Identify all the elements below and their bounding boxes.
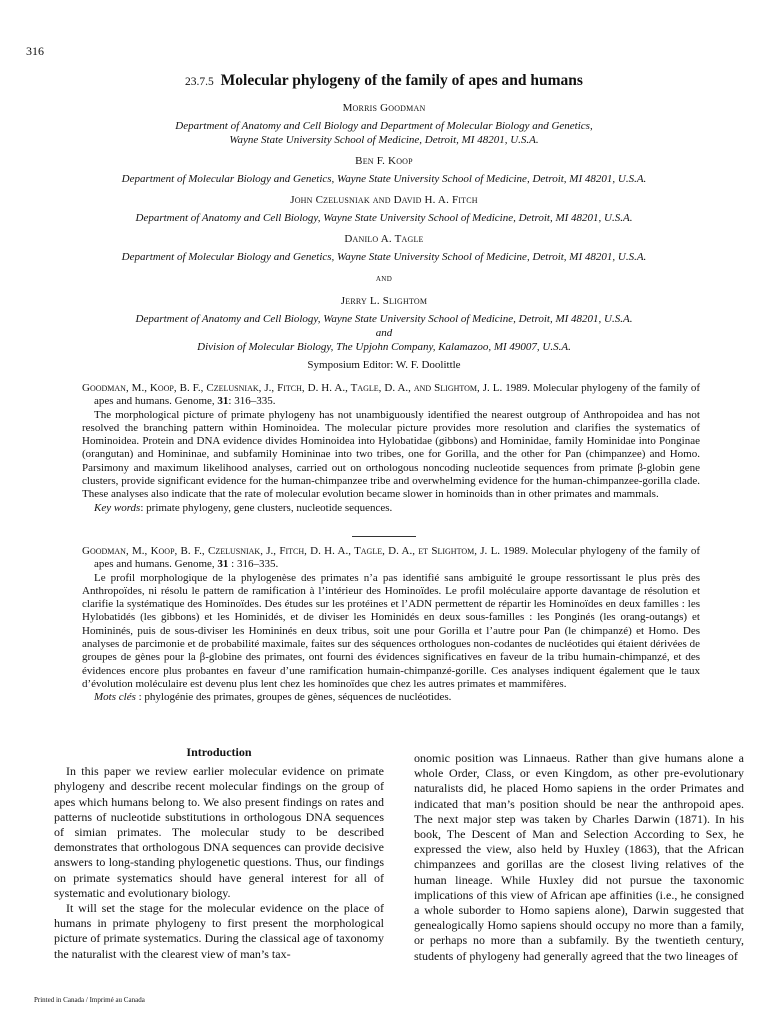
left-column [54, 745, 384, 962]
citation-pages: : 316–335. [228, 395, 276, 408]
page-number: 316 [26, 44, 44, 58]
author-affiliation: Department of Anatomy and Cell Biology and Department of Molecular Biology and Genetics, [175, 120, 593, 132]
symposium-editor: Symposium Editor: W. F. Doolittle [307, 359, 461, 371]
citation-authors: Goodman, M., Koop, B. F., Czelusniak, J., Fitch, D. H. A., Tagle, D. A., and Slightom, J. L. [82, 382, 503, 394]
citation-volume: 31 [217, 395, 229, 408]
abstract-english [82, 382, 700, 515]
and-separator: and [375, 274, 393, 284]
keywords-text: : phylogénie des primates, groupes de gènes, séquences de nucléotides. [135, 691, 452, 704]
citation-rest: 1989. Molecular phylogeny of the family of apes and humans. Genome, [94, 382, 700, 408]
author-affiliation: Department of Molecular Biology and Genetics, Wayne State University School of Medicine, Detroit, MI 48201, U.S.A. [121, 251, 647, 263]
author-name: John Czelusniak and David H. A. Fitch [290, 194, 478, 206]
author-affiliation: Division of Molecular Biology, The Upjohn Company, Kalamazoo, MI 49007, U.S.A. [197, 341, 571, 353]
intro-paragraph: It will set the stage for the molecular evidence on the place of humans in primate phylogeny to first present the morphological picture of primate systematics. During the classical age of taxonomy the naturalist with the clearest view of man’s tax- [54, 901, 384, 961]
citation [82, 545, 700, 572]
citation-volume: 31 [217, 558, 229, 571]
citation-rest: 1989. Molecular phylogeny of the family of apes and humans. Genome, [94, 545, 701, 571]
print-footer: Printed in Canada / Imprimé au Canada [34, 996, 145, 1004]
right-column [414, 751, 744, 964]
author-name: Danilo A. Tagle [344, 233, 424, 245]
keywords [82, 502, 700, 515]
keywords [82, 691, 700, 704]
keywords-label: Mots clés [94, 691, 136, 704]
intro-paragraph: onomic position was Linnaeus. Rather than give humans alone a whole Order, Class, or even Kingdom, as other pre-evolutionary naturalists did, he placed Homo sapiens in the order Primates and indicated that man’s position should be near the anthropoid apes. The next major step was taken by Charles Darwin (1871). In his book, The Descent of Man and Selection According to Sex, he expressed the view, also held by Huxley (1863), that the African chimpanzees and gorillas are the closest living relatives of the human lineage. While Huxley did not pursue the taxonomic implications of this view of African ape affinities (i.e., he consigned a whole suborder to Homo sapiens alone), Darwin suggested that genealogically Homo sapiens should occupy no more than a family, or perhaps no more than a subfamily. By the twentieth century, students of phylogeny had generally agreed that the two lineages of [414, 751, 744, 963]
article-title [0, 72, 768, 90]
abstract-body: The morphological picture of primate phylogeny has not unambiguously identified the nearest outgroup of Anthropoidea and has not resolved the branching pattern within Hominoidea. The molecular picture provides more resolution and clarifies the systematics of Hominoidea. Protein and DNA evidence divides Hominoidea into Hylobatidae (gibbons) and Hominidae, family Hominidae into Ponginae (orangutan) and Homininae, and subfamily Homininae into two tribes, one for Gorilla, and the other for Pan (chimpanzee) and Homo. Parsimony and maximum likelihood analyses, carried out on orthologous noncoding nucleotide sequences from primate β-globin gene clusters, provide significant evidence for the human-chimpanzee tribe and overwhelming evidence for the human-chimpanzee-gorilla clade. These analyses also indicate that the rate of molecular evolution became slower in hominoids than in other primates and mammals. [82, 408, 700, 501]
abstract-french [82, 545, 700, 705]
citation-pages: : 316–335. [228, 558, 279, 571]
author-name: Morris Goodman [342, 102, 426, 114]
author-affiliation: Department of Anatomy and Cell Biology, Wayne State University School of Medicine, Detroit, MI 48201, U.S.A. [135, 313, 633, 325]
citation [82, 382, 700, 409]
author-affiliation: Department of Molecular Biology and Genetics, Wayne State University School of Medicine, Detroit, MI 48201, U.S.A. [121, 173, 647, 185]
intro-paragraph: In this paper we review earlier molecular evidence on primate phylogeny and describe recent molecular findings on the group of apes which humans belong to. We also present findings on rates and patterns of nucleotide substitutions in orthologous DNA sequences of simian primates. The molecular study to be described demonstrates that orthologous DNA sequences can provide decisive answers to long-standing phylogenetic questions. Thus, our findings on primate systematics should have general interest for all of systematic and evolutionary biology. [54, 764, 384, 900]
keywords-text: : primate phylogeny, gene clusters, nucleotide sequences. [140, 501, 393, 514]
author-affiliation: Wayne State University School of Medicine, Detroit, MI 48201, U.S.A. [229, 134, 539, 146]
and-separator-italic: and [375, 327, 393, 339]
author-name: Jerry L. Slightom [340, 295, 428, 307]
title-text: Molecular phylogeny of the family of apes and humans [220, 72, 583, 89]
author-affiliation: Department of Anatomy and Cell Biology, Wayne State University School of Medicine, Detroit, MI 48201, U.S.A. [135, 212, 633, 224]
divider-rule [352, 536, 416, 537]
abstract-body: Le profil morphologique de la phylogenèse des primates n’a pas identifié sans ambiguité le groupe ressortissant le plus près des Anthropoïdes, ni résolu le pattern de ramification à l’intérieur des Hominoïdes. Le profil moléculaire apporte davantage de résolution et clarifie la systématique des Hominoïdes. Des études sur les protéines et l’ADN permettent de répartir les Hominoïdes en deux familles : les Hylobatidés (les gibbons) et les Hominidés, et de diviser les Hominidés en deux sous-familles : les Ponginés (les orang-outangs) et Homininés, puis de sous-diviser les Homininés en deux tribus, soit une pour Gorilla et l’autre pour Pan (le chimpanzé) et Homo. Des analyses de parcimonie et de probabilité maximale, faites sur des séquences orthologues non-codantes de nucléotides qui étaient dérivées de groupes de gènes pour la β-globine des primates, ont fourni des évidences significatives en faveur de la tribu humain-chimpanzé, et des évidences encore plus probantes en faveur d’une ramification humain-chimpanzé-gorille. Ces analyses indiquent également que le taux d’évolution moléculaire est devenu plus lent chez les hominoïdes que chez les autres primates et mammifères. [82, 571, 700, 690]
author-name: Ben F. Koop [355, 155, 413, 167]
keywords-label: Key words [94, 501, 141, 514]
citation-authors: Goodman, M., Koop, B. F., Czelusniak, J., Fitch, D. H. A., Tagle, D. A., et Slightom, J. L. [82, 545, 501, 557]
section-heading: Introduction [186, 745, 252, 759]
section-number: 23.7.5 [185, 76, 214, 88]
